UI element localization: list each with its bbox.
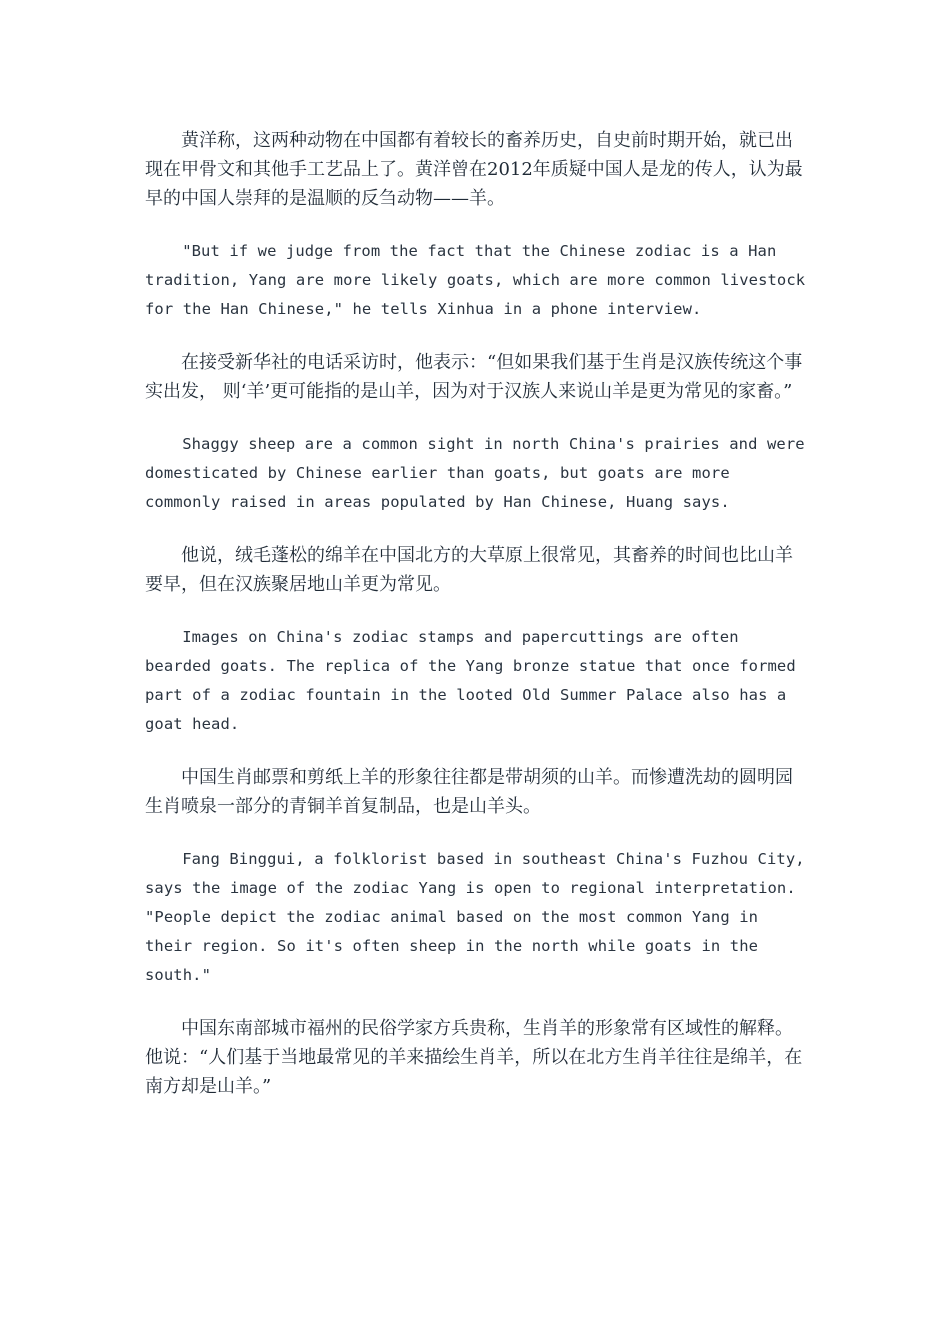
paragraph-en-3: Images on China's zodiac stamps and papercuttings are often bearded goats. The replica of the Yang bronze statue that once formed part of a zodiac fountain in the looted Old Summer Palace also has a goat head. [145, 628, 796, 733]
paragraph-zh-3: 他说，绒毛蓬松的绵羊在中国北方的大草原上很常见，其畜养的时间也比山羊要早，但在汉族聚居地山羊更为常见。 [145, 545, 793, 595]
paragraph-zh-1: 黄洋称，这两种动物在中国都有着较长的畜养历史，自史前时期开始，就已出现在甲骨文和其他手工艺品上了。黄洋曾在2012年质疑中国人是龙的传人，认为最早的中国人崇拜的是温顺的反刍动物——羊。 [145, 130, 803, 209]
paragraph-en-2: Shaggy sheep are a common sight in north China's prairies and were domesticated by Chinese earlier than goats, but goats are more commonly raised in areas populated by Han Chinese, Huang says. [145, 435, 805, 511]
paragraph-zh-5: 中国东南部城市福州的民俗学家方兵贵称，生肖羊的形象常有区域性的解释。他说：“人们基于当地最常见的羊来描绘生肖羊，所以在北方生肖羊往往是绵羊，在南方却是山羊。” [145, 1018, 803, 1097]
paragraph-zh-4: 中国生肖邮票和剪纸上羊的形象往往都是带胡须的山羊。而惨遭洗劫的圆明园生肖喷泉一部分的青铜羊首复制品，也是山羊头。 [145, 767, 793, 817]
paragraph-en-1: "But if we judge from the fact that the Chinese zodiac is a Han tradition, Yang are more likely goats, which are more common livestock for the Han Chinese," he tells Xinhua in a phone interview. [145, 242, 806, 318]
paragraph-en-4: Fang Binggui, a folklorist based in southeast China's Fuzhou City, says the image of the zodiac Yang is open to regional interpretation. "People depict the zodiac animal based on the most common Yang in their region. So it's often sheep in the north while goats in the south." [145, 850, 805, 984]
article-body [145, 126, 810, 1125]
paragraph-zh-2: 在接受新华社的电话采访时，他表示：“但如果我们基于生肖是汉族传统这个事实出发， 则‘羊’更可能指的是山羊，因为对于汉族人来说山羊是更为常见的家畜。” [145, 352, 803, 402]
